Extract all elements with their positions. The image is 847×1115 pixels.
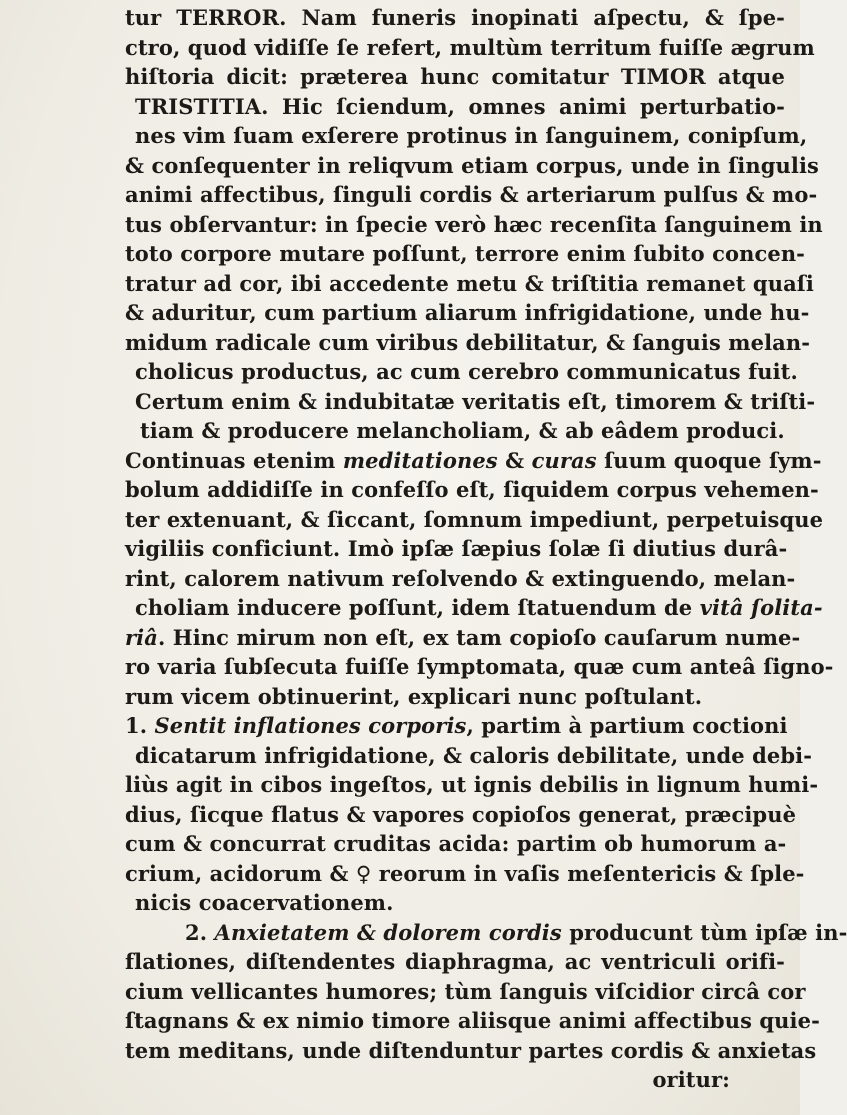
- italic-phrase: Sentit inflationes corporis: [154, 713, 467, 738]
- text-span: ro varia ſubſecuta fuiſſe ſymptomata, quæ cum anteâ ſigno-: [125, 654, 834, 679]
- text-line: [125, 210, 823, 240]
- text-line: [125, 800, 797, 830]
- text-line: [125, 947, 785, 977]
- text-line: [125, 475, 819, 505]
- text-line: [125, 1006, 820, 1036]
- text-line: [125, 593, 823, 623]
- text-line: [125, 977, 806, 1007]
- text-span: 1.: [125, 713, 155, 738]
- text-line: [125, 741, 813, 771]
- text-line: [125, 121, 808, 151]
- text-span: nicis coacervationem.: [135, 890, 394, 915]
- text-span: vigiliis conficiunt. Imò ipſæ ſæpius ſolæ ſi diutius durâ-: [125, 536, 788, 561]
- text-line: [125, 888, 785, 918]
- text-span: cholicus productus, ac cum cerebro communicatus fuit.: [135, 359, 798, 384]
- text-span: . Hinc mirum non eſt, ex tam copioſo cauſarum nume-: [157, 624, 801, 650]
- text-span: & conſequenter in reliqvum etiam corpus, unde in ſingulis: [125, 152, 819, 178]
- italic-phrase: curas: [531, 447, 597, 473]
- italic-phrase: vitâ ſolita-: [699, 595, 823, 620]
- text-line: [125, 446, 822, 476]
- text-span: toto corpore mutare poſſunt, terrore enim ſubito concen-: [125, 241, 805, 266]
- text-line: [125, 33, 815, 63]
- text-span: &: [497, 447, 532, 473]
- text-line: [125, 623, 801, 653]
- text-line: [125, 239, 805, 269]
- text-span: cium vellicantes humores; tùm ſanguis viſcidior circâ cor: [125, 978, 806, 1004]
- text-line: [125, 3, 785, 33]
- text-span: ſuum quoque ſym-: [596, 447, 822, 473]
- text-line: [125, 151, 819, 181]
- text-span: midum radicale cum viribus debilitatur, & ſanguis melan-: [125, 329, 811, 355]
- text-line: [125, 918, 847, 948]
- text-line: [125, 682, 785, 712]
- text-span: nes vim ſuam exſerere protinus in ſanguinem, conipſum,: [135, 123, 808, 148]
- text-line: [125, 269, 814, 299]
- text-line: [125, 1036, 817, 1066]
- text-line: [125, 829, 785, 859]
- text-span: dius, ſicque flatus & vapores copioſos generat, præcipuè: [125, 801, 797, 827]
- text-line: [125, 534, 788, 564]
- text-span: producunt tùm ipſæ in-: [561, 919, 847, 945]
- text-line: [125, 505, 824, 535]
- text-line: [125, 416, 785, 446]
- text-line: [125, 652, 834, 682]
- text-span: , partim à partium coctioni: [466, 713, 788, 738]
- italic-phrase: meditationes: [342, 447, 498, 473]
- text-span: flationes, diſtendentes diaphragma, ac ventriculi orifi-: [125, 949, 785, 974]
- text-line: [125, 180, 818, 210]
- text-line: [125, 62, 785, 92]
- text-span: cum & concurrat cruditas acida: partim ob humorum a-: [125, 831, 787, 856]
- text-span: choliam inducere poſſunt, idem ſtatuendum de: [135, 595, 700, 620]
- text-span: dicatarum infrigidatione, & caloris debilitate, unde debi-: [135, 742, 813, 768]
- text-span: Certum enim & indubitatæ veritatis eſt, timorem & triſti-: [135, 388, 816, 414]
- text-span: 2.: [185, 919, 215, 945]
- text-span: ctro, quod vidiſſe ſe refert, multùm territum fuiſſe ægrum: [125, 34, 815, 60]
- text-span: tiam & producere melancholiam, & ab eâdem produci.: [140, 418, 785, 443]
- text-span: rint, calorem nativum reſolvendo & extinguendo, melan-: [125, 565, 796, 591]
- text-line: [125, 770, 819, 800]
- text-line: [125, 387, 816, 417]
- text-line: [125, 298, 810, 328]
- text-span: tem meditans, unde diſtenduntur partes cordis & anxietas: [125, 1037, 817, 1063]
- text-line: [125, 564, 796, 594]
- text-span: crium, acidorum & ♀ reorum in vaſis meſentericis & ſple-: [125, 860, 805, 886]
- text-block: [125, 3, 847, 1095]
- text-line: [125, 357, 798, 387]
- text-span: ter extenuant, & ſiccant, ſomnum impediunt, perpetuisque: [125, 506, 824, 532]
- text-line: [125, 328, 811, 358]
- italic-phrase: Anxietatem & dolorem cordis: [214, 919, 562, 945]
- text-span: tratur ad cor, ibi accedente metu & triſtitia remanet quaſi: [125, 270, 814, 296]
- text-span: hiſtoria dicit: præterea hunc comitatur TIMOR atque: [125, 64, 785, 89]
- text-span: TRISTITIA. Hic ſciendum, omnes animi perturbatio-: [135, 93, 785, 119]
- italic-phrase: riâ: [125, 624, 158, 650]
- text-span: rum vicem obtinuerint, explicari nunc poſtulant.: [125, 683, 703, 709]
- text-span: tur TERROR. Nam funeris inopinati aſpectu, & ſpe-: [125, 5, 785, 30]
- text-span: animi affectibus, ſinguli cordis & arteriarum pulſus & mo-: [125, 182, 818, 207]
- text-line: [125, 711, 788, 741]
- text-span: tus obſervantur: in ſpecie verò hæc recenſita ſanguinem in: [125, 211, 823, 237]
- text-span: oritur:: [652, 1067, 730, 1092]
- text-span: & aduritur, cum partium aliarum infrigidatione, unde hu-: [125, 300, 810, 325]
- text-span: bolum addidiſſe in confeſſo eſt, ſiquidem corpus vehemen-: [125, 477, 819, 502]
- text-line: [125, 1065, 785, 1095]
- text-line: [125, 92, 785, 122]
- text-span: Continuas etenim: [125, 447, 343, 473]
- text-line: [125, 859, 805, 889]
- text-span: liùs agit in cibos ingeſtos, ut ignis debilis in lignum humi-: [125, 772, 819, 797]
- text-span: ſtagnans & ex nimio timore aliisque animi affectibus quie-: [125, 1008, 820, 1033]
